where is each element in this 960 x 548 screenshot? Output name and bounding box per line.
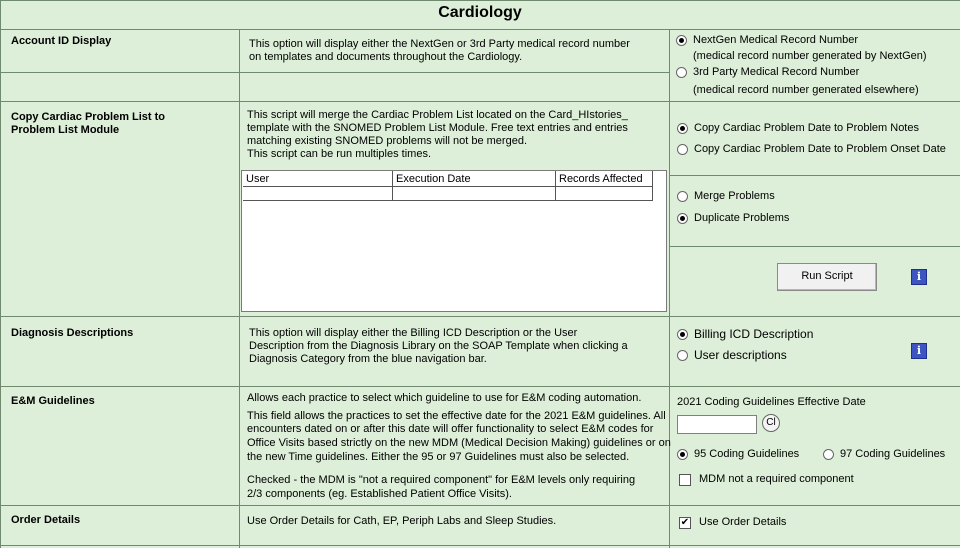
em-desc-1: Allows each practice to select which guideline to use for E&M coding automation. xyxy=(247,392,642,404)
em-desc-7: 2/3 components (eg. Established Patient Office Visits). xyxy=(247,488,512,500)
account-id-desc-1: This option will display either the NextGen or 3rd Party medical record number xyxy=(249,38,630,50)
page-title: Cardiology xyxy=(438,4,522,21)
merge-problems-radio[interactable] xyxy=(677,190,775,203)
diagnosis-desc-2: Description from the Diagnosis Library on the SOAP Template when clicking a xyxy=(249,340,628,352)
user-descriptions-radio[interactable] xyxy=(677,349,787,362)
em-desc-5: the new Time guidelines. Either the 95 or 97 Guidelines must also be selected. xyxy=(247,451,630,463)
divider xyxy=(0,29,960,30)
copy-problem-label-2: Problem List Module xyxy=(11,124,120,136)
copy-problem-desc-1: This script will merge the Cardiac Problem List located on the Card_HIstories_ xyxy=(247,109,628,121)
radio-selected-icon xyxy=(677,123,688,134)
divider xyxy=(669,246,960,247)
copy-problem-label-1: Copy Cardiac Problem List to xyxy=(11,111,166,123)
info-icon[interactable]: i xyxy=(911,269,927,285)
run-script-button[interactable]: Run Script xyxy=(777,263,877,291)
diagnosis-desc-label: Diagnosis Descriptions xyxy=(11,327,134,339)
nextgen-mrn-note: (medical record number generated by NextGen) xyxy=(693,50,927,62)
diagnosis-desc-3: Diagnosis Category from the blue navigation bar. xyxy=(249,353,487,365)
em-guidelines-label: E&M Guidelines xyxy=(11,395,95,407)
copy-to-notes-radio[interactable] xyxy=(677,122,919,135)
third-party-mrn-label: 3rd Party Medical Record Number xyxy=(693,66,860,78)
em-desc-4: Office Visits based strictly on the new MDM (Medical Decision Making) guidelines or on xyxy=(247,437,671,449)
radio-unselected-icon xyxy=(677,191,688,202)
95-guidelines-label: 95 Coding Guidelines xyxy=(694,448,800,460)
grid-header-records-affected[interactable]: Records Affected xyxy=(556,171,653,187)
95-guidelines-radio[interactable] xyxy=(677,448,799,461)
mdm-checkbox[interactable] xyxy=(679,473,854,486)
use-order-details-checkbox[interactable] xyxy=(679,516,786,529)
checkmark-icon: ✔ xyxy=(680,516,690,528)
script-history-grid[interactable] xyxy=(241,170,667,312)
grid-header-execution-date[interactable]: Execution Date xyxy=(393,171,556,187)
radio-unselected-icon xyxy=(677,350,688,361)
clear-date-icon[interactable]: Cl xyxy=(762,414,780,432)
third-party-mrn-note: (medical record number generated elsewhere) xyxy=(693,84,919,96)
grid-cell[interactable] xyxy=(556,187,653,201)
checkbox-unchecked-icon xyxy=(679,474,691,486)
divider xyxy=(0,72,669,73)
copy-to-onset-radio[interactable] xyxy=(677,143,946,156)
border-left xyxy=(0,0,1,548)
grid-cell[interactable] xyxy=(243,187,393,201)
column-divider xyxy=(669,29,670,548)
divider xyxy=(0,505,960,506)
em-desc-3: encounters dated on or after this date will offer functionality to select E&M codes for xyxy=(247,423,654,435)
radio-selected-icon xyxy=(677,213,688,224)
effective-date-input[interactable] xyxy=(677,415,757,434)
radio-unselected-icon xyxy=(676,67,687,78)
use-order-details-label: Use Order Details xyxy=(699,516,787,528)
radio-unselected-icon xyxy=(677,144,688,155)
copy-problem-desc-4: This script can be run multiples times. xyxy=(247,148,432,160)
copy-problem-desc-3: matching existing SNOMED problems will not be merged. xyxy=(247,135,528,147)
97-guidelines-radio[interactable] xyxy=(823,448,945,461)
billing-icd-radio[interactable] xyxy=(677,328,813,341)
billing-icd-label: Billing ICD Description xyxy=(694,327,814,341)
divider xyxy=(0,101,960,102)
merge-problems-label: Merge Problems xyxy=(694,190,775,202)
effective-date-label: 2021 Coding Guidelines Effective Date xyxy=(677,396,866,408)
grid-cell[interactable] xyxy=(393,187,556,201)
radio-selected-icon xyxy=(677,449,688,460)
divider xyxy=(0,545,960,546)
radio-selected-icon xyxy=(677,329,688,340)
user-descriptions-label: User descriptions xyxy=(694,348,787,362)
divider xyxy=(669,175,960,176)
divider xyxy=(0,316,960,317)
copy-to-notes-label: Copy Cardiac Problem Date to Problem Notes xyxy=(694,122,919,134)
column-divider xyxy=(239,29,240,548)
radio-unselected-icon xyxy=(823,449,834,460)
radio-selected-icon xyxy=(676,35,687,46)
97-guidelines-label: 97 Coding Guidelines xyxy=(840,448,946,460)
em-desc-2: This field allows the practices to set the effective date for the 2021 E&M guidelines. All xyxy=(247,410,666,422)
order-details-label: Order Details xyxy=(11,514,81,526)
order-details-desc: Use Order Details for Cath, EP, Periph Labs and Sleep Studies. xyxy=(247,515,557,527)
nextgen-mrn-radio[interactable] xyxy=(676,34,858,47)
info-icon[interactable]: i xyxy=(911,343,927,359)
nextgen-mrn-label: NextGen Medical Record Number xyxy=(693,34,859,46)
em-desc-6: Checked - the MDM is "not a required component" for E&M levels only requiring xyxy=(247,474,636,486)
duplicate-problems-radio[interactable] xyxy=(677,212,789,225)
account-id-desc-2: on templates and documents throughout the Cardiology. xyxy=(249,51,523,63)
account-id-label: Account ID Display xyxy=(11,35,112,47)
mdm-checkbox-label: MDM not a required component xyxy=(699,473,854,485)
divider xyxy=(0,386,960,387)
grid-header-user[interactable]: User xyxy=(243,171,393,187)
copy-to-onset-label: Copy Cardiac Problem Date to Problem Onset Date xyxy=(694,143,946,155)
third-party-mrn-radio[interactable] xyxy=(676,66,859,79)
duplicate-problems-label: Duplicate Problems xyxy=(694,212,790,224)
copy-problem-desc-2: template with the SNOMED Problem List Module. Free text entries and entries xyxy=(247,122,628,134)
diagnosis-desc-1: This option will display either the Billing ICD Description or the User xyxy=(249,327,578,339)
